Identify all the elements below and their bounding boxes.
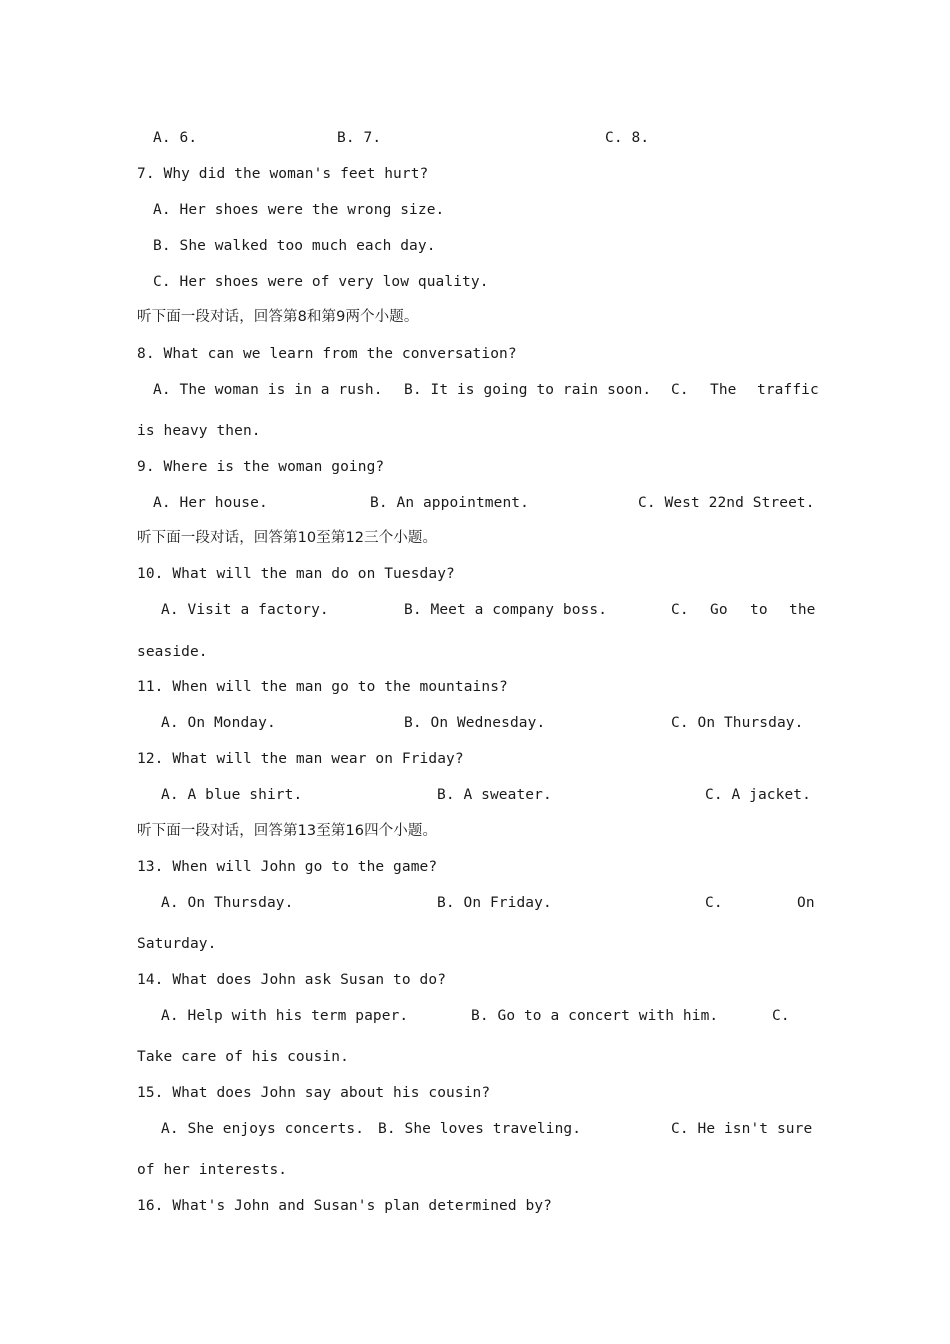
q15-option-c: C. He isn't sure <box>671 1121 813 1137</box>
q7-option-a: A. Her shoes were the wrong size. <box>153 202 445 218</box>
q13-question: 13. When will John go to the game? <box>137 859 438 875</box>
q9-option-a: A. Her house. <box>153 495 268 511</box>
q14-option-c-label: C. <box>772 1008 790 1024</box>
q8-option-c-word: The <box>710 382 737 398</box>
q11-option-c: C. On Thursday. <box>671 715 804 731</box>
q14-option-c-continuation: Take care of his cousin. <box>137 1049 349 1065</box>
q7-question: 7. Why did the woman's feet hurt? <box>137 166 429 182</box>
q10-option-c-word: Go <box>710 602 728 618</box>
q13-option-b: B. On Friday. <box>437 895 552 911</box>
q12-option-a: A. A blue shirt. <box>161 787 303 803</box>
instruction-10-12: 听下面一段对话，回答第10至第12三个小题。 <box>137 530 438 546</box>
q16-question: 16. What's John and Susan's plan determined by? <box>137 1198 552 1214</box>
q13-option-c-continuation: Saturday. <box>137 936 217 952</box>
q10-option-a: A. Visit a factory. <box>161 602 329 618</box>
q10-option-c-continuation: seaside. <box>137 644 208 660</box>
q6-option-b: B. 7. <box>337 130 382 146</box>
q10-question: 10. What will the man do on Tuesday? <box>137 566 455 582</box>
q14-option-a: A. Help with his term paper. <box>161 1008 409 1024</box>
q8-option-c-label: C. <box>671 382 689 398</box>
q10-option-c-word: the <box>789 602 816 618</box>
q15-option-c-continuation: of her interests. <box>137 1162 288 1178</box>
q12-option-c: C. A jacket. <box>705 787 811 803</box>
q11-question: 11. When will the man go to the mountains? <box>137 679 508 695</box>
q14-question: 14. What does John ask Susan to do? <box>137 972 447 988</box>
q13-option-a: A. On Thursday. <box>161 895 294 911</box>
instruction-13-16: 听下面一段对话，回答第13至第16四个小题。 <box>137 823 438 839</box>
q7-option-b: B. She walked too much each day. <box>153 238 436 254</box>
q15-option-a: A. She enjoys concerts. <box>161 1121 365 1137</box>
q10-option-c-word: to <box>750 602 768 618</box>
q14-option-b: B. Go to a concert with him. <box>471 1008 719 1024</box>
q9-option-c: C. West 22nd Street. <box>638 495 815 511</box>
q7-option-c: C. Her shoes were of very low quality. <box>153 274 489 290</box>
q6-option-a: A. 6. <box>153 130 198 146</box>
q6-option-c: C. 8. <box>605 130 650 146</box>
q8-option-b: B. It is going to rain soon. <box>404 382 652 398</box>
q8-option-c-continuation: is heavy then. <box>137 423 261 439</box>
q11-option-b: B. On Wednesday. <box>404 715 546 731</box>
q10-option-c-label: C. <box>671 602 689 618</box>
q9-question: 9. Where is the woman going? <box>137 459 385 475</box>
q8-option-a: A. The woman is in a rush. <box>153 382 383 398</box>
q15-option-b: B. She loves traveling. <box>378 1121 582 1137</box>
q8-option-c-word: traffic <box>757 382 819 398</box>
q13-option-c-label: C. <box>705 895 723 911</box>
q8-question: 8. What can we learn from the conversation? <box>137 346 517 362</box>
instruction-8-9: 听下面一段对话，回答第8和第9两个小题。 <box>137 309 419 325</box>
q12-question: 12. What will the man wear on Friday? <box>137 751 464 767</box>
q15-question: 15. What does John say about his cousin? <box>137 1085 491 1101</box>
q11-option-a: A. On Monday. <box>161 715 276 731</box>
q12-option-b: B. A sweater. <box>437 787 552 803</box>
q13-option-c-word: On <box>797 895 815 911</box>
q10-option-b: B. Meet a company boss. <box>404 602 608 618</box>
q9-option-b: B. An appointment. <box>370 495 529 511</box>
